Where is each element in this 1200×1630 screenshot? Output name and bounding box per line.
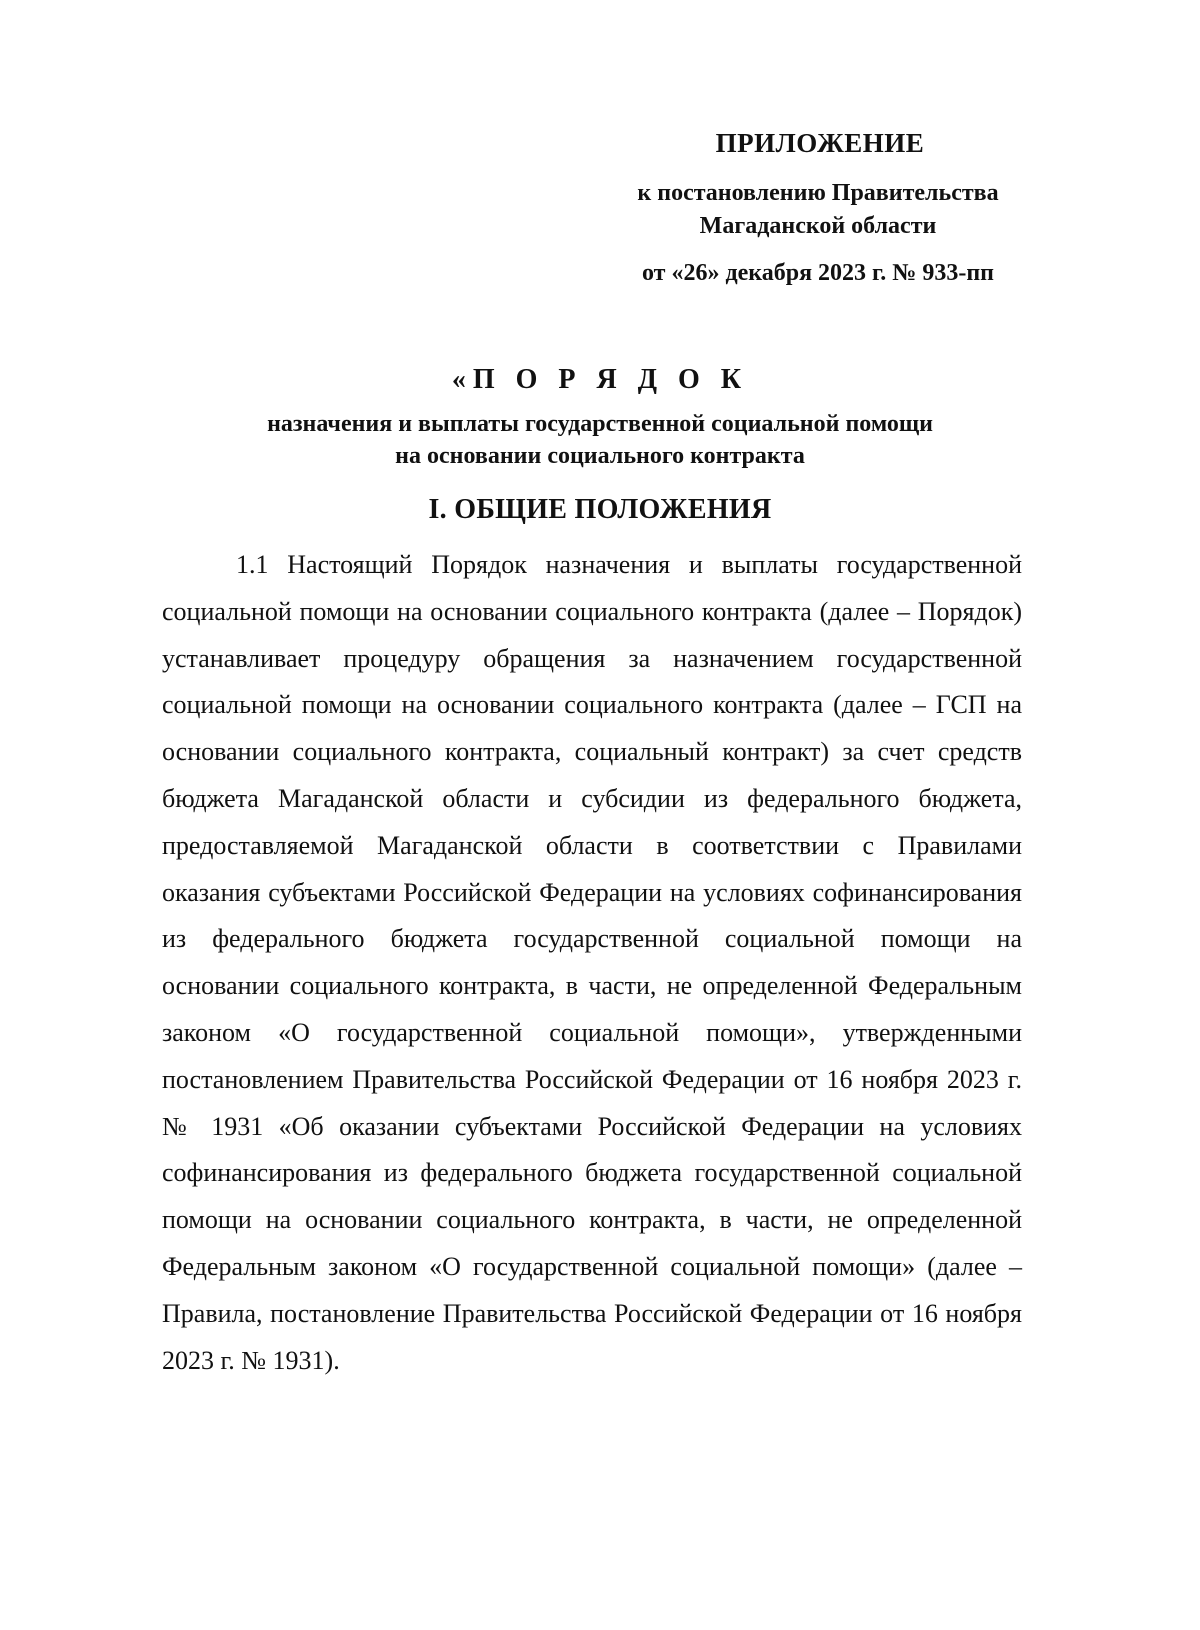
document-heading: [160, 364, 1040, 526]
document-title: «П О Р Я Д О К: [451, 364, 749, 395]
section-title: I. ОБЩИЕ ПОЛОЖЕНИЯ: [428, 494, 772, 525]
approval-stamp: [600, 128, 1036, 290]
paragraph-1-1: 1.1 Настоящий Порядок назначения и выплаты государственной социальной помощи на основании социального контракта (далее – Порядок) устанавливает процедуру обращения за назначением государственной социальной помощи на основании социального контракта (далее – ГСП на основании социального контракта, социальный контракт) за счет средств бюджета Магаданской области и субсидии из федерального бюджета, предоставляемой Магаданской области в соответствии с Правилами оказания субъектами Российской Федерации на условиях софинансирования из федерального бюджета государственной социальной помощи на основании социального контракта, в части, не определенной Федеральным законом «О государственной социальной помощи», утвержденными постановлением Правительства Российской Федерации от 16 ноября 2023 г. № 1931 «Об оказании субъектами Российской Федерации на условиях софинансирования из федерального бюджета государственной социальной помощи на основании социального контракта, в части, не определенной Федеральным законом «О государственной социальной помощи» (далее – Правила, постановление Правительства Российской Федерации от 16 ноября 2023 г. № 1931).: [162, 550, 1022, 1375]
document-subtitle-line-2: на основании социального контракта: [395, 443, 805, 469]
approval-line-2: Магаданской области: [699, 213, 937, 239]
document-subtitle-line-1: назначения и выплаты государственной социальной помощи: [267, 411, 933, 437]
approval-date: от «26» декабря 2023 г. № 933-пп: [641, 260, 995, 286]
approval-title: ПРИЛОЖЕНИЕ: [715, 128, 925, 158]
approval-line-1: к постановлению Правительства: [637, 180, 999, 206]
